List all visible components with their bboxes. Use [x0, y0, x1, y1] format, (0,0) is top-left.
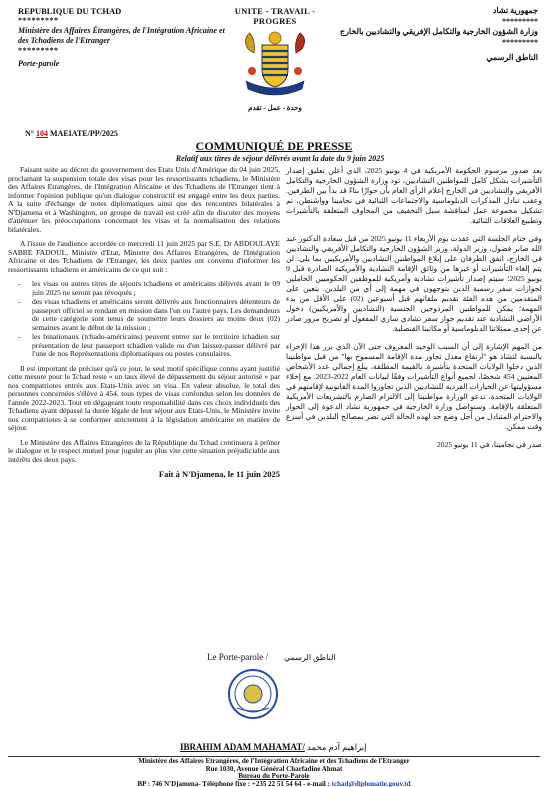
paragraph-arabic: وفي ختام الجلسة التي عقدت يوم الأربعاء 11 يونيو 2025 من قبل سعادة الدكتور عبد الله صابر فضول، وزير الدولة، وزير الشؤون الخارجية والتكامل الأفريقي والتشاديين في الخارج، اتفق الطرفان على إبلاغ المواطنين التشاديين والأمريكيين بما يلي: لن يتم إلغاء التأشيرات أو غيرها من وثائق الإقامة التشادية والأمريكية الصادرة قبل 9 يونيو 2025؛ سيتم إصدار تأشيرات تشادية وأمريكية للموظفين الحكوميين الحاملين لجوازات سفر رسمية الذين يتوجهون في مهمة إلى أي من البلدين. يتعين على المتقدمين من هذه الفئة تقديم ملفاتهم قبل أسبوعين (02) على الأقل من بدء المهمة؛ يمكن للمواطنين المزدوجين الجنسية (التشاديين والأمريكيين) دخول الأراضي التشادية عند تقديم جواز سفر تشادي ساري المفعول أو تصريح مرور صادر عن إحدى ممثلاتنا الدبلوماسية أو مكاتبنا القنصلية.: [286, 234, 543, 333]
footer-contact: BP : 746 N'Djamena- Téléphone fixe : +235 22 51 54 64 - e-mail : tchad@diplomatie.gouv.td: [137, 779, 411, 787]
official-seal-icon: [227, 668, 279, 720]
stars-divider: *********: [502, 16, 538, 26]
footer-office: Bureau du Porte-Parole: [238, 772, 310, 781]
footer: [0, 758, 548, 787]
issue-date-arabic: صدر في نجامينا، في 11 يونيو 2025: [436, 440, 542, 449]
porte-parole-arabic: الناطق الرسمي: [486, 53, 538, 62]
national-motto-arabic: وحدة - عمل - تقدم: [248, 104, 302, 112]
header-center: [215, 6, 335, 112]
email-link[interactable]: tchad@diplomatie.gouv.td: [331, 779, 411, 787]
ministry-name-arabic: وزارة الشؤون الخارجية والتكامل الإفريقي والتشاديين بالخارج: [339, 27, 538, 36]
republic-name-arabic: جمهورية تشاد: [492, 6, 538, 15]
paragraph: A l'issue de l'audience accordée ce mercredi 11 juin 2025 par S.E. Dr ABDOULAYE SABRE FADOUL, Ministre d'Etat, Ministre des Affaires Etrangères, de l'Intégration Africaine et des Tchadiens de l'Etranger, les deux parties ont convenu d'informer les ressortissants tchadiens et américains de ce qui suit :: [8, 239, 280, 274]
list-item: - les binationaux (tchado-américains) peuvent entrer sur le territoire tchadien sur présentation de leur passeport tchadien valide ou d'un laissez-passer délivré par l'une de nos Représentations diplomatiques ou postes consulaires.: [32, 333, 280, 359]
signatory-name-arabic: إبراهيم آدم محمد: [307, 742, 367, 752]
paragraph: Le Ministère des Affaires Etrangères de la République du Tchad continuera à prôner le dialogue et le respect mutuel pour juguler au plus vite cette situation préjudiciable aux intérêts des deux pays.: [8, 437, 280, 464]
arabic-column: [286, 166, 542, 458]
signatory-title-arabic: الناطق الرسمي: [284, 653, 336, 662]
french-column: [8, 166, 280, 485]
bullet-list: [32, 280, 280, 359]
issue-date: Fait à N'Djamena, le 11 juin 2025: [158, 469, 280, 479]
paragraph-arabic: من المهم الإشارة إلى أن السبب الوحيد المعروف حتى الآن الذي برر هذا الإجراء بالنسبة لتشاد هو "ارتفاع معدل تجاوز مدة الإقامة المسموح بها" من قبل مواطنينا الذين دخلوا الولايات المتحدة بتأشيرة. بالقيمة المطلقة، يبلغ إجمالي عدد الأشخاص المعنيين 454 شخصًا، لجميع أنواع التأشيرات وفقًا لبيانات العام 2022-2023. مع إخلاء مسؤوليتها عن الخيارات الفردية للتشاديين الذين تجاوزوا المدة القانونية لإقامتهم في الولايات المتحدة، تدعو الوزارة مواطنينا إلى الالتزام الصارم بالتشريعات الأمريكية المتعلقة بالإقامة. وستواصل وزارة الخارجية في جمهورية تشاد الدعوة إلى الحوار والاحترام المتبادل من أجل وضع حد لهذه الحالة التي تضر بمصالح البلدين في أسرع وقت ممكن.: [286, 342, 543, 431]
paragraph: Faisant suite au décret du gouvernement des Etats Unis d'Amérique du 04 juin 2025, proclamant la suspension totale des visas pour les ressortissants tchadiens, le Ministère des Affaires Etrangères, de l'Intégration Africaine et des Tchadiens de l'Etranger tient à informer l'opinion publique qu'un dialogue constructif est engagé entre les deux parties. A la suite d'échange de notes diplomatiques ainsi que des rencontres bilatérales à N'Djamena et à Washington, un groupe de travail est créé afin de discuter des moyens d'atténuer les préoccupations concernant les visas et la normalisation des relations bilatérales.: [8, 165, 280, 234]
document-subtitle: Relatif aux titres de séjour délivrés avant la date du 9 juin 2025: [175, 154, 385, 163]
list-item: - les visas ou autres titres de séjours tchadiens et américains délivrés avant le 09 juin 2025 ne seront pas révoqués ;: [32, 280, 280, 297]
footer-ministry: Ministère des Affaires Etrangères, de l'Intégration Africaine et des Tchadiens de l'Etranger: [138, 757, 410, 765]
header-right: [338, 6, 538, 64]
stars-divider: *********: [18, 16, 59, 25]
signatory-name: IBRAHIM ADAM MAHAMAT/: [180, 742, 305, 752]
list-item: - des visas tchadiens et américains seront délivrés aux fonctionnaires détenteurs de passeport officiel se rendant en mission dans l'un ou l'autre pays. Les demandeurs de cette catégorie sont tenus de soumettre leurs dossiers au moins deux (02) semaines avant le début de la mission ;: [32, 298, 280, 332]
document-title: COMMUNIQUÉ DE PRESSE: [195, 139, 353, 153]
porte-parole-label: Porte-parole: [18, 59, 60, 68]
footer-address: Rue 1030, Avenue Général Charfadine Ahmat: [205, 764, 343, 773]
signatory-title: Le Porte-parole /: [207, 652, 268, 662]
ministry-name: Ministère des Affaires Étrangères, de l'Intégration Africaine et des Tchadiens de l'Etranger: [18, 26, 225, 45]
header-left: [18, 6, 228, 69]
stars-divider: *********: [502, 37, 538, 47]
coat-of-arms-icon: [240, 29, 310, 103]
stars-divider: *********: [18, 46, 59, 55]
reference-number: N° 104 MAEIATE/PP/2025: [25, 129, 118, 138]
republic-name: REPUBLIQUE DU TCHAD: [18, 6, 122, 16]
reference-id: 104: [35, 129, 48, 138]
national-motto: UNITE - TRAVAIL - PROGRES: [234, 6, 316, 26]
paragraph-arabic: بعد صدور مرسوم الحكومة الأمريكية في 4 يونيو 2025، الذي أعلن تعليق إصدار التأشيرات بشكل كامل للمواطنين التشاديين، تود وزارة الشؤون الخارجية والتكامل الأفريقي والتشاديين في الخارج إعلام الرأي العام بأن حوارًا بناءً قد بدأ بين الطرفين. وعقب تبادل المذكرات الدبلوماسية والاجتماعات الثنائية في نجامينا وواشنطن، تم تشكيل مجموعة عمل لمناقشة سبل التخفيف من المخاوف المتعلقة بالتأشيرات وتطبيع العلاقات الثنائية.: [286, 166, 542, 225]
paragraph: Il est important de préciser qu'à ce jour, le seul motif spécifique connu ayant justifié cette mesure pour le Tchad reste « un taux élevé de dépassement du séjour autorisé » par nos compatriotes entrés aux Etats-Unis avec un visa. En valeur absolue, le total des personnes concernées s'élève à 454, tous types de visas confondus selon les données de l'année 2022-2023. Tout en dégageant toute responsabilité dans ces choix individuels des Tchadiens ayant dépassé la durée légale de leur séjour aux Etats-Unis, le Ministère invite nos compatriotes à se conformer strictement à la législation américaine en matière de séjour.: [8, 363, 280, 432]
